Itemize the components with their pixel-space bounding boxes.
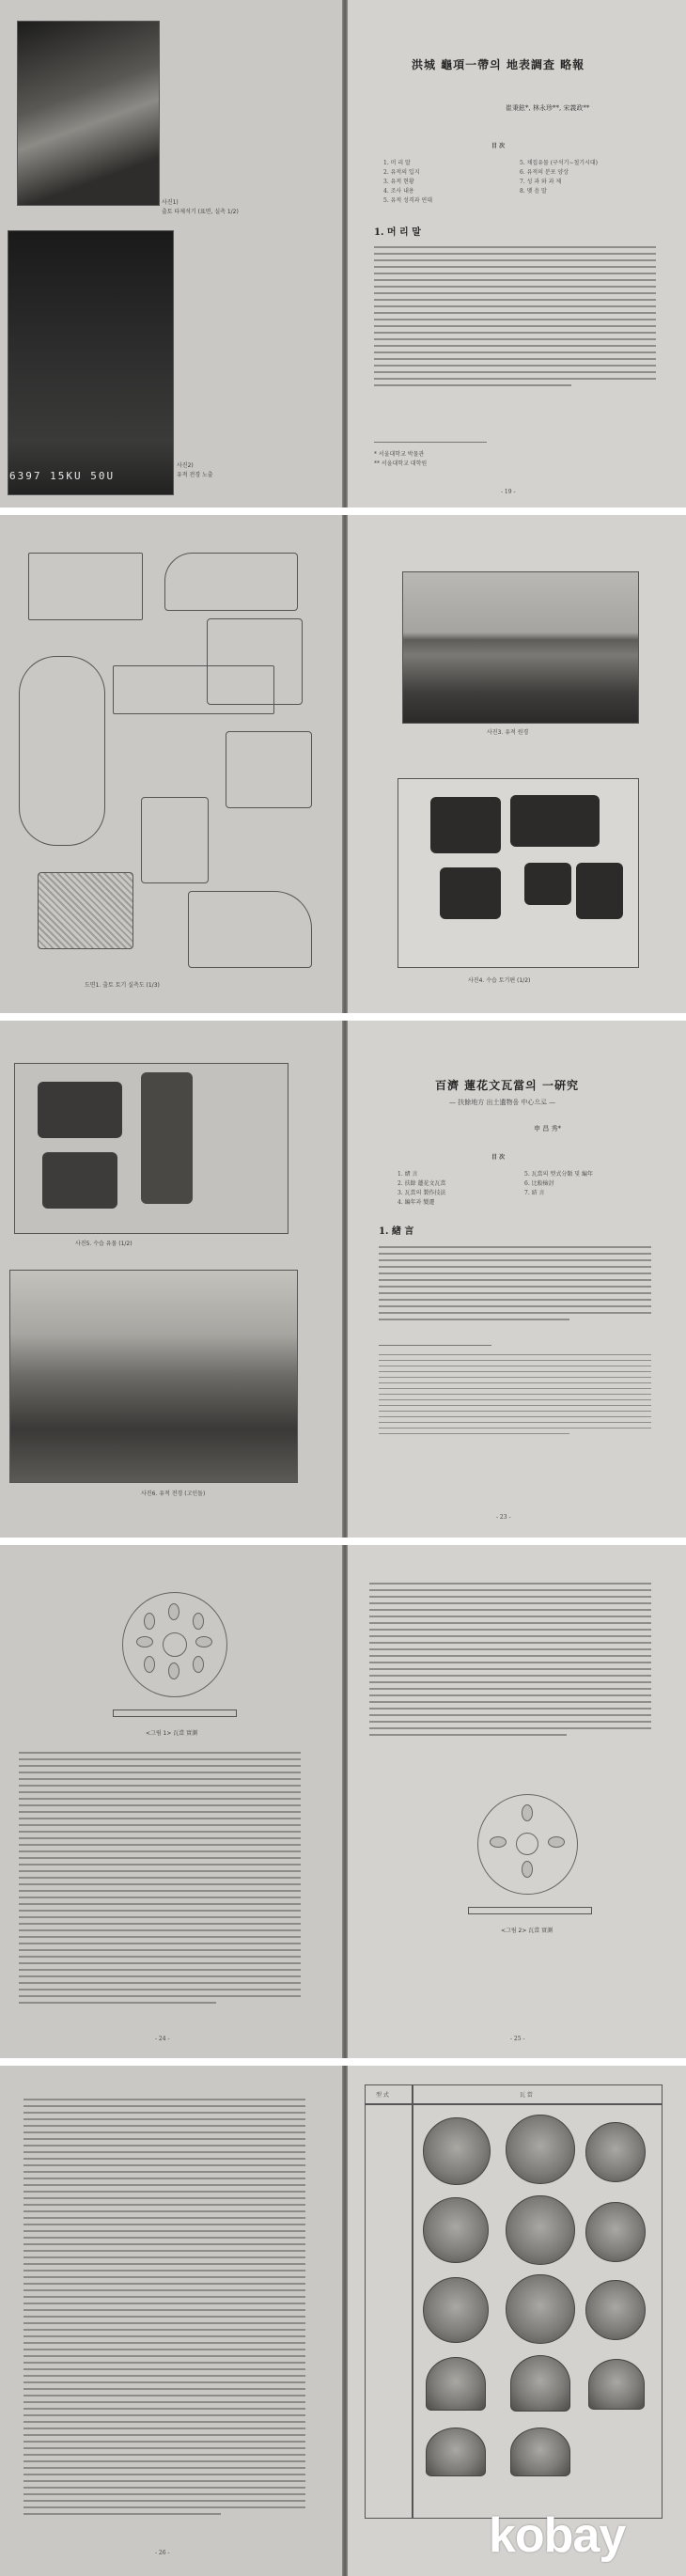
article-authors: 崔秉鉉*, 林永珍**, 宋義政** <box>506 104 590 112</box>
right-page <box>346 515 686 1013</box>
right-page <box>346 1545 686 2058</box>
article-title: 洪城 龜項一帶의 地表調査 略報 <box>412 58 585 71</box>
right-page <box>346 2066 686 2576</box>
left-page <box>0 0 344 507</box>
petal <box>168 1603 179 1620</box>
toc-item: 5. 瓦當의 型式分類 및 編年 <box>524 1171 593 1178</box>
body-text <box>369 1583 651 1741</box>
body-text <box>23 2099 305 2520</box>
sherd-fragment <box>510 795 600 847</box>
petal <box>522 1861 533 1878</box>
rosette-inner-circle <box>163 1632 187 1657</box>
footnote: * 서울대학교 박물관 <box>374 451 425 458</box>
gutter <box>342 1545 348 2058</box>
pottery-drawing <box>113 665 274 714</box>
toc-item: 7. 結 言 <box>524 1190 545 1196</box>
petal <box>522 1804 533 1821</box>
pottery-drawing <box>226 731 312 808</box>
table-header <box>412 2084 663 2105</box>
roof-tile-photo <box>585 2202 646 2262</box>
toc-item: 1. 緖 言 <box>398 1171 418 1178</box>
dolmen-photo <box>9 1270 298 1483</box>
page-spread-3 <box>0 1021 686 1538</box>
toc-label: 目 次 <box>491 143 506 149</box>
petal <box>195 1636 212 1647</box>
gutter <box>342 0 348 507</box>
roof-tile-photo <box>585 2122 646 2182</box>
right-page <box>346 0 686 507</box>
roof-tile-photo <box>585 2280 646 2340</box>
roof-tile-photo <box>506 2115 575 2184</box>
petal <box>490 1836 507 1848</box>
toc-item: 4. 編年과 變遷 <box>398 1199 435 1206</box>
table-header <box>365 2084 413 2105</box>
page-spread-4 <box>0 1545 686 2058</box>
figure-caption: <그림 1> 瓦當 實測 <box>146 1730 198 1737</box>
landscape-photo <box>402 571 639 724</box>
photo-caption-2: 사진2) <box>177 462 194 469</box>
page-spread-5 <box>0 2066 686 2576</box>
toc-item: 8. 맺 음 말 <box>520 188 547 195</box>
footnote: ** 서울대학교 대학원 <box>374 461 428 467</box>
petal <box>548 1836 565 1848</box>
profile-drawing <box>113 1710 237 1717</box>
sherd-fragment <box>576 863 623 919</box>
body-text <box>19 1752 301 2008</box>
gutter <box>342 1021 348 1538</box>
page-number: - 25 - <box>510 2036 525 2042</box>
toc-item: 6. 유적의 분포 양상 <box>520 169 569 176</box>
table-header-label: 瓦 當 <box>520 2092 533 2099</box>
roof-tile-photo <box>510 2355 570 2412</box>
photo-caption-1: 사진1) <box>162 199 179 206</box>
toc-item: 5. 유적 성격과 연대 <box>383 197 433 204</box>
toc-item: 1. 머 리 말 <box>383 160 411 166</box>
gutter <box>342 515 348 1013</box>
petal <box>193 1656 204 1673</box>
page-number: - 26 - <box>155 2550 170 2556</box>
petal <box>136 1636 153 1647</box>
artifact <box>42 1152 117 1209</box>
roof-tile-photo <box>423 2117 491 2185</box>
sherd-fragment <box>524 863 571 905</box>
toc-item: 3. 瓦當의 製作技法 <box>398 1190 446 1196</box>
left-page <box>0 1545 344 2058</box>
profile-drawing <box>468 1907 592 1914</box>
roof-tile-photo <box>506 2274 575 2344</box>
page-number: - 19 - <box>501 489 516 495</box>
artifact <box>141 1072 193 1204</box>
toc-item: 6. 比較檢討 <box>524 1180 554 1187</box>
photo-caption: 사진3. 유적 원경 <box>487 729 529 736</box>
figure-caption: 도면1. 출토 토기 실측도 (1/3) <box>85 982 160 989</box>
photo-caption-2b: 유적 전경 노출 <box>177 472 213 478</box>
right-page <box>346 1021 686 1538</box>
body-text <box>374 246 656 391</box>
body-text <box>379 1246 651 1325</box>
footnotes <box>379 1354 651 1439</box>
site-photo <box>8 230 174 495</box>
left-page <box>0 2066 344 2576</box>
roof-tile-photo <box>588 2359 645 2410</box>
pottery-drawing <box>164 553 298 611</box>
footnote-rule <box>379 1345 491 1346</box>
photo-caption: 사진6. 유적 전경 (고인돌) <box>141 1491 206 1497</box>
sherd-fragment <box>430 797 501 853</box>
toc-item: 7. 성 과 와 과 제 <box>520 179 562 185</box>
toc-item: 2. 유적의 입지 <box>383 169 420 176</box>
page-spread-1 <box>0 0 686 507</box>
footnote-rule <box>374 442 487 443</box>
article-author: 申 昌 秀* <box>534 1125 561 1132</box>
artifact <box>38 1082 122 1138</box>
roof-tile-photo <box>426 2357 486 2411</box>
roof-tile-photo <box>426 2428 486 2476</box>
section-heading: 1. 머 리 말 <box>374 227 421 238</box>
photo-caption: 사진4. 수습 토기편 (1/2) <box>468 977 531 984</box>
table-header-label: 型 式 <box>376 2092 389 2099</box>
photo-stamp: 6397 15KU 50U <box>9 470 116 482</box>
left-page <box>0 1021 344 1538</box>
pottery-drawing <box>141 797 209 883</box>
roof-tile-photo <box>510 2428 570 2476</box>
pottery-drawing <box>38 872 133 949</box>
figure-caption: <그림 2> 瓦當 實測 <box>501 1928 553 1934</box>
page-number: - 23 - <box>496 1514 511 1521</box>
left-page <box>0 515 344 1013</box>
petal <box>144 1656 155 1673</box>
toc-item: 5. 채집유물 (구석기∼철기시대) <box>520 160 599 166</box>
page-number: - 24 - <box>155 2036 170 2042</box>
pottery-drawing <box>19 656 105 846</box>
article-title: 百濟 蓮花文瓦當의 一硏究 <box>435 1079 579 1092</box>
rosette-inner-circle <box>516 1833 538 1855</box>
toc-label: 目 次 <box>491 1154 506 1161</box>
roof-tile-photo <box>423 2277 489 2343</box>
table-body <box>365 2103 413 2519</box>
pottery-drawing <box>188 891 312 968</box>
toc-item: 3. 유적 현황 <box>383 179 414 185</box>
article-subtitle: — 扶餘地方 出土遺物을 中心으로 — <box>449 1099 556 1106</box>
stone-tool-photo <box>17 21 160 206</box>
petal <box>168 1663 179 1679</box>
pottery-drawing <box>28 553 143 620</box>
sherd-fragment <box>440 867 501 919</box>
page-spread-2 <box>0 515 686 1013</box>
toc-item: 2. 扶餘 蓮花文瓦當 <box>398 1180 446 1187</box>
toc-item: 4. 조사 내용 <box>383 188 414 195</box>
section-heading: 1. 緖 言 <box>379 1226 414 1237</box>
watermark-logo: kobay <box>489 2508 626 2563</box>
petal <box>193 1613 204 1630</box>
petal <box>144 1613 155 1630</box>
gutter <box>342 2066 348 2576</box>
roof-tile-photo <box>506 2195 575 2265</box>
roof-tile-photo <box>423 2197 489 2263</box>
photo-caption-1b: 출토 타제석기 (표면, 실측 1/2) <box>162 209 239 215</box>
photo-caption: 사진5. 수습 유물 (1/2) <box>75 1241 133 1247</box>
